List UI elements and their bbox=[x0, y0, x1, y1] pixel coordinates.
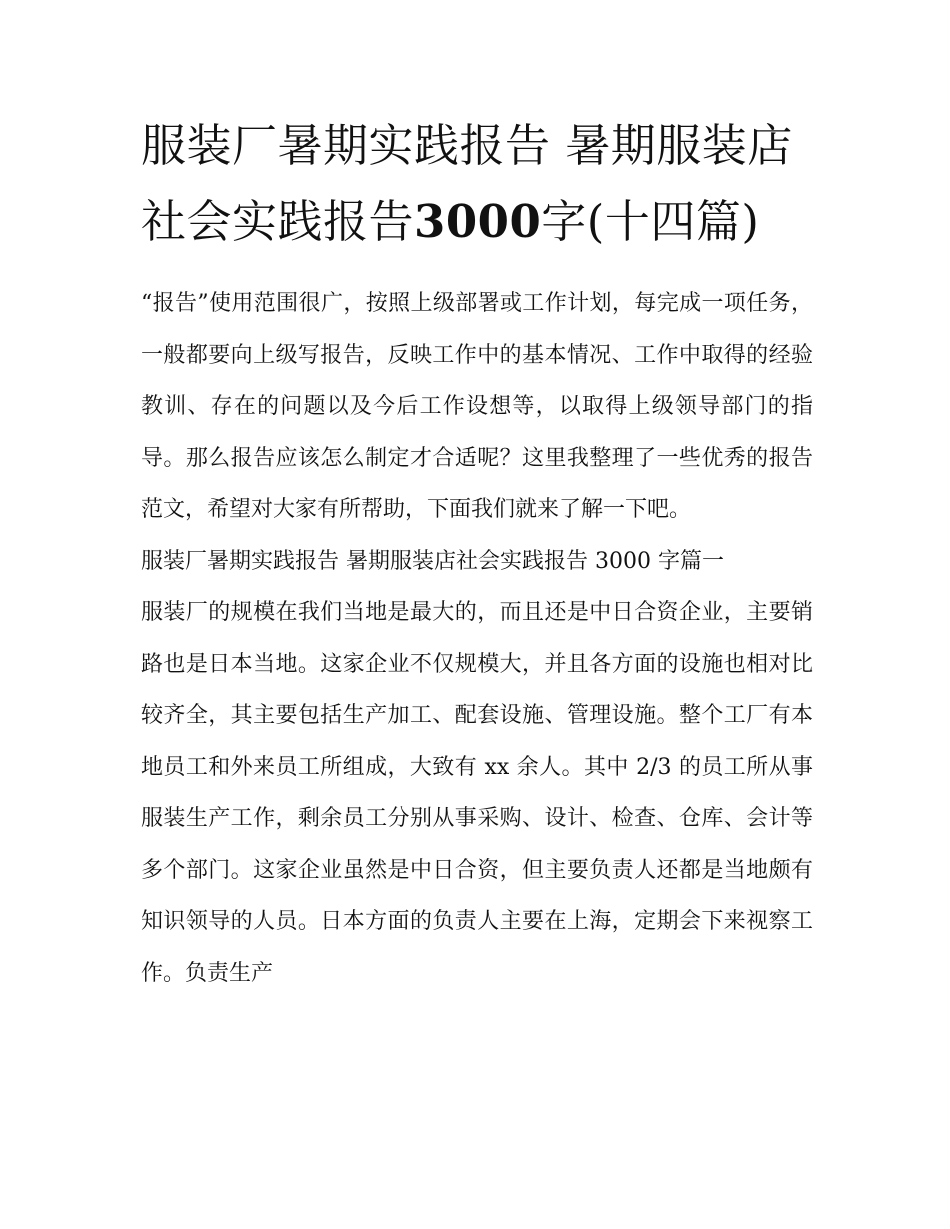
intro-paragraph: “报告”使用范围很广，按照上级部署或工作计划，每完成一项任务，一般都要向上级写报告，反映工作中的基本情况、工作中取得的经验教训、存在的问题以及今后工作设想等，以取得上级领导部门的指导。那么报告应该怎么制定才合适呢？这里我整理了一些优秀的报告范文，希望对大家有所帮助，下面我们就来了解一下吧。 bbox=[141, 291, 813, 522]
section-paragraph: 服装厂的规模在我们当地是最大的，而且还是中日合资企业，主要销路也是日本当地。这家企业不仅规模大，并且各方面的设施也相对比较齐全，其主要包括生产加工、配套设施、管理设施。整个工厂有本地员工和外来员工所组成，大致有 xx 余人。其中 2/3 的员工所从事服装生产工作，剩余员工分别从事采购、设计、检查、仓库、会计等多个部门。这家企业虽然是中日合资，但主要负责人还都是当地颇有知识领导的人员。日本方面的负责人主要在上海，定期会下来视察工作。负责生产 bbox=[141, 600, 813, 986]
title-number: 3000 bbox=[414, 195, 542, 248]
title-text-part1: 服装厂暑期实践报告 暑期服装店社会实践报告 bbox=[141, 119, 793, 248]
document-page bbox=[141, 108, 813, 999]
title-text-part2: 字(十四篇) bbox=[541, 195, 760, 248]
document-body bbox=[141, 278, 813, 999]
section-heading: 服装厂暑期实践报告 暑期服装店社会实践报告 3000 字篇一 bbox=[141, 548, 724, 574]
document-title bbox=[141, 108, 813, 260]
